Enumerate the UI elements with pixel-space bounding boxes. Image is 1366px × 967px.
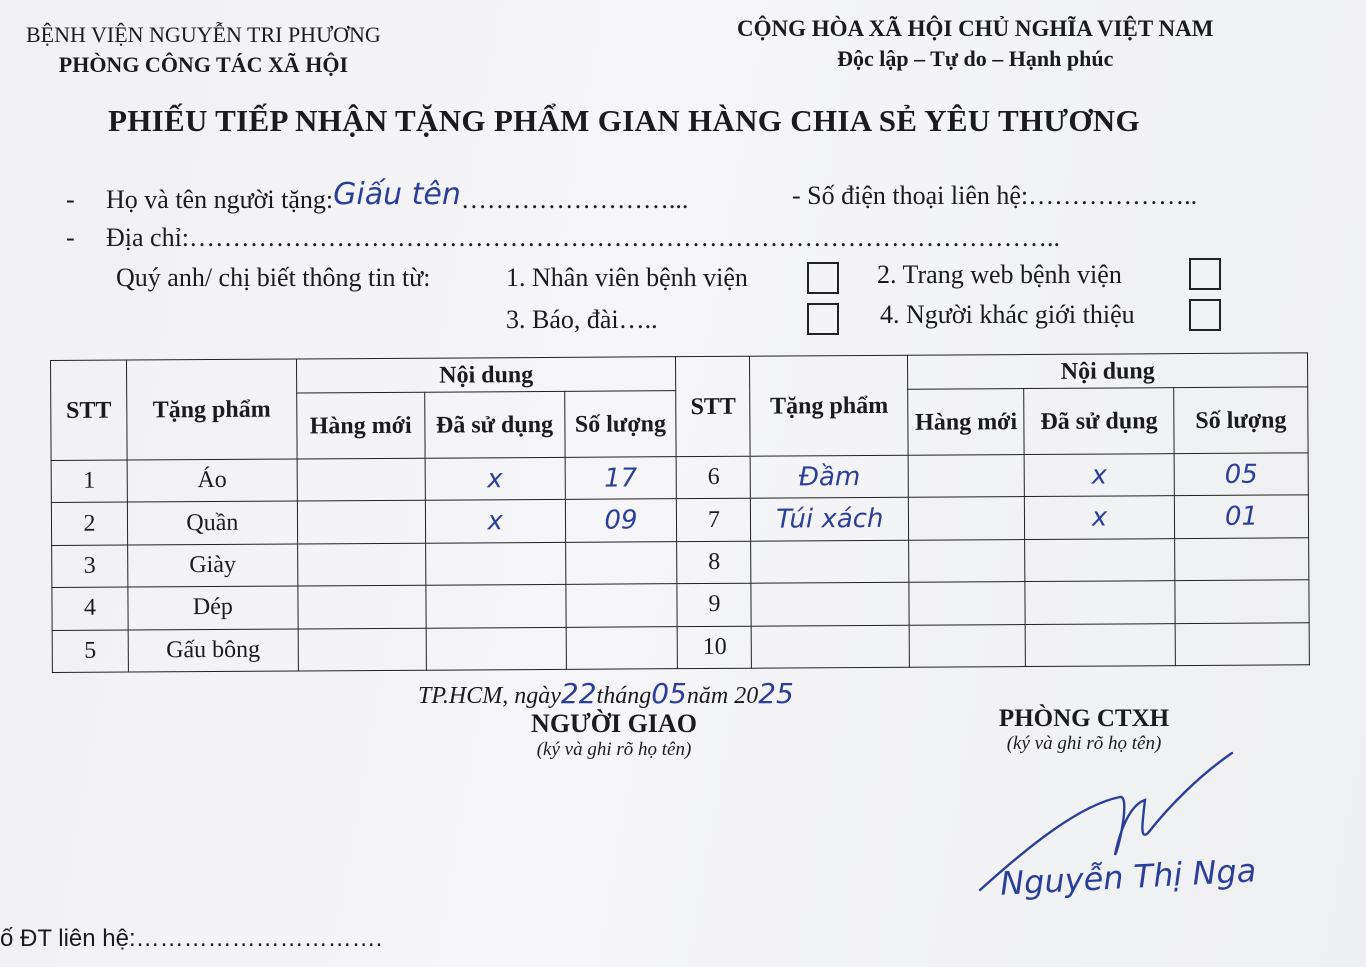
date-line	[418, 677, 794, 710]
date-month[interactable]: 05	[651, 677, 687, 710]
header-item-left: Tặng phẩm	[126, 359, 296, 460]
source-option-1-checkbox[interactable]	[807, 262, 839, 294]
national-motto: Độc lập – Tự do – Hạnh phúc	[837, 46, 1114, 71]
qty-cell-r[interactable]: 01	[1174, 495, 1308, 538]
source-option-3-checkbox[interactable]	[807, 303, 839, 335]
giver-signature-block	[514, 709, 714, 761]
header-qty-right: Số lượng	[1174, 387, 1308, 454]
stt-cell-l: 1	[51, 460, 127, 503]
table-body	[51, 453, 1309, 673]
item-cell-r[interactable]	[751, 582, 909, 625]
source-question: Quý anh/ chị biết thông tin từ:	[116, 263, 431, 292]
item-cell-l: Áo	[127, 459, 297, 502]
new-cell-r[interactable]	[909, 539, 1025, 582]
stt-cell-l: 2	[51, 502, 127, 545]
used-cell-l[interactable]	[426, 585, 566, 628]
used-cell-r[interactable]	[1025, 538, 1175, 581]
table-row	[52, 622, 1309, 672]
new-cell-l[interactable]	[297, 501, 425, 544]
address-line: - Địa chỉ:………………………………………………………………………………………..	[66, 223, 1061, 252]
qty-cell-r[interactable]	[1175, 538, 1309, 581]
header-new-left: Hàng mới	[296, 392, 424, 459]
header-left	[26, 20, 381, 80]
form-title: PHIẾU TIẾP NHẬN TẶNG PHẨM GIAN HÀNG CHIA SẺ YÊU THƯƠNG	[108, 103, 1140, 138]
header-used-right: Đã sử dụng	[1024, 388, 1174, 455]
qty-cell-l[interactable]	[566, 626, 678, 669]
source-option-4: 4. Người khác giới thiệu	[880, 300, 1135, 329]
date-year-suffix[interactable]: 25	[758, 677, 794, 710]
stt-cell-r: 9	[677, 583, 751, 626]
stt-cell-l: 3	[52, 545, 128, 588]
receiver-signature-name: Nguyễn Thị Nga	[999, 851, 1258, 903]
item-cell-l: Gấu bông	[128, 629, 298, 672]
item-cell-l: Quần	[127, 501, 297, 544]
header-content-left: Nội dung	[296, 357, 676, 393]
qty-cell-r[interactable]	[1175, 622, 1309, 665]
donor-line: - Họ và tên người tặng:Giấu tên……………………...	[66, 177, 689, 214]
date-prefix: TP.HCM, ngày	[418, 683, 561, 709]
item-cell-r[interactable]	[752, 625, 910, 668]
new-cell-l[interactable]	[298, 585, 426, 628]
hospital-name: BỆNH VIỆN NGUYỄN TRI PHƯƠNG	[26, 22, 381, 47]
qty-cell-r[interactable]	[1175, 580, 1309, 623]
header-stt-left: STT	[51, 360, 128, 460]
address-label: Địa chỉ:	[106, 223, 190, 252]
source-option-2-checkbox[interactable]	[1189, 258, 1221, 290]
header-qty-left: Số lượng	[564, 391, 676, 458]
stt-cell-r: 6	[677, 456, 751, 499]
used-cell-r[interactable]	[1025, 581, 1175, 624]
phone-line	[792, 181, 1197, 211]
header-stt-right: STT	[676, 356, 751, 456]
footer-phone-dots[interactable]: ………………………….	[135, 925, 383, 952]
new-cell-l[interactable]	[297, 543, 425, 586]
stt-cell-l: 4	[52, 587, 128, 630]
qty-cell-l[interactable]	[565, 541, 677, 584]
stt-cell-r: 8	[677, 541, 751, 584]
date-day[interactable]: 22	[560, 677, 597, 710]
used-cell-r[interactable]: x	[1025, 496, 1175, 539]
date-month-label: tháng	[596, 683, 652, 709]
new-cell-l[interactable]	[298, 628, 426, 671]
header-content-right: Nội dung	[908, 353, 1308, 389]
item-cell-r[interactable]	[751, 540, 909, 583]
country-name: CỘNG HÒA XÃ HỘI CHỦ NGHĨA VIỆT NAM	[737, 16, 1214, 41]
source-option-1: 1. Nhân viên bệnh viện	[506, 263, 748, 292]
used-cell-l[interactable]: x	[425, 457, 565, 500]
new-cell-l[interactable]	[297, 458, 425, 501]
used-cell-l[interactable]	[426, 627, 566, 670]
receiver-title: PHÒNG CTXH	[998, 705, 1170, 732]
item-cell-r[interactable]: Đầm	[751, 455, 909, 498]
qty-cell-l[interactable]	[565, 584, 677, 627]
used-cell-l[interactable]: x	[425, 500, 565, 543]
header-new-right: Hàng mới	[908, 389, 1024, 456]
giver-title: NGƯỜI GIAO	[531, 709, 697, 738]
phone-label: - Số điện thoại liên hệ:	[792, 181, 1029, 210]
item-cell-l: Giày	[128, 544, 298, 587]
source-option-2: 2. Trang web bệnh viện	[877, 260, 1122, 289]
stt-cell-r: 10	[678, 626, 752, 669]
used-cell-l[interactable]	[425, 542, 565, 585]
header-used-left: Đã sử dụng	[424, 391, 564, 458]
qty-cell-r[interactable]: 05	[1174, 453, 1308, 496]
date-year-label: năm 20	[686, 683, 759, 709]
phone-dots[interactable]: ………………..	[1028, 181, 1198, 210]
new-cell-r[interactable]	[909, 582, 1025, 625]
item-cell-r[interactable]: Túi xách	[751, 498, 909, 541]
stt-cell-r: 7	[677, 499, 751, 542]
used-cell-r[interactable]	[1025, 623, 1175, 666]
new-cell-r[interactable]	[908, 455, 1024, 498]
footer-phone-label: ố ĐT liên hệ:	[0, 925, 136, 952]
source-option-3: 3. Báo, đài…..	[506, 305, 658, 334]
used-cell-r[interactable]: x	[1024, 454, 1174, 497]
donor-label: Họ và tên người tặng:	[106, 185, 334, 214]
donor-value[interactable]: Giấu tên	[333, 177, 461, 212]
new-cell-r[interactable]	[909, 624, 1025, 667]
stt-cell-l: 5	[52, 630, 128, 673]
header-item-right: Tặng phẩm	[750, 355, 908, 456]
donor-dots: ……………………...	[460, 185, 689, 214]
qty-cell-l[interactable]: 09	[565, 499, 677, 542]
receiver-note: (ký và ghi rõ họ tên)	[1006, 733, 1162, 754]
giver-note: (ký và ghi rõ họ tên)	[536, 739, 692, 760]
source-option-4-checkbox[interactable]	[1189, 299, 1221, 331]
address-dots[interactable]: ………………………………………………………………………………………..	[189, 223, 1061, 252]
new-cell-r[interactable]	[909, 497, 1025, 540]
qty-cell-l[interactable]: 17	[565, 457, 677, 500]
header-right	[737, 14, 1213, 74]
department-name: PHÒNG CÔNG TÁC XÃ HỘI	[58, 52, 349, 77]
donation-table	[50, 352, 1310, 673]
item-cell-l: Dép	[128, 586, 298, 629]
footer-phone-line	[0, 925, 382, 953]
